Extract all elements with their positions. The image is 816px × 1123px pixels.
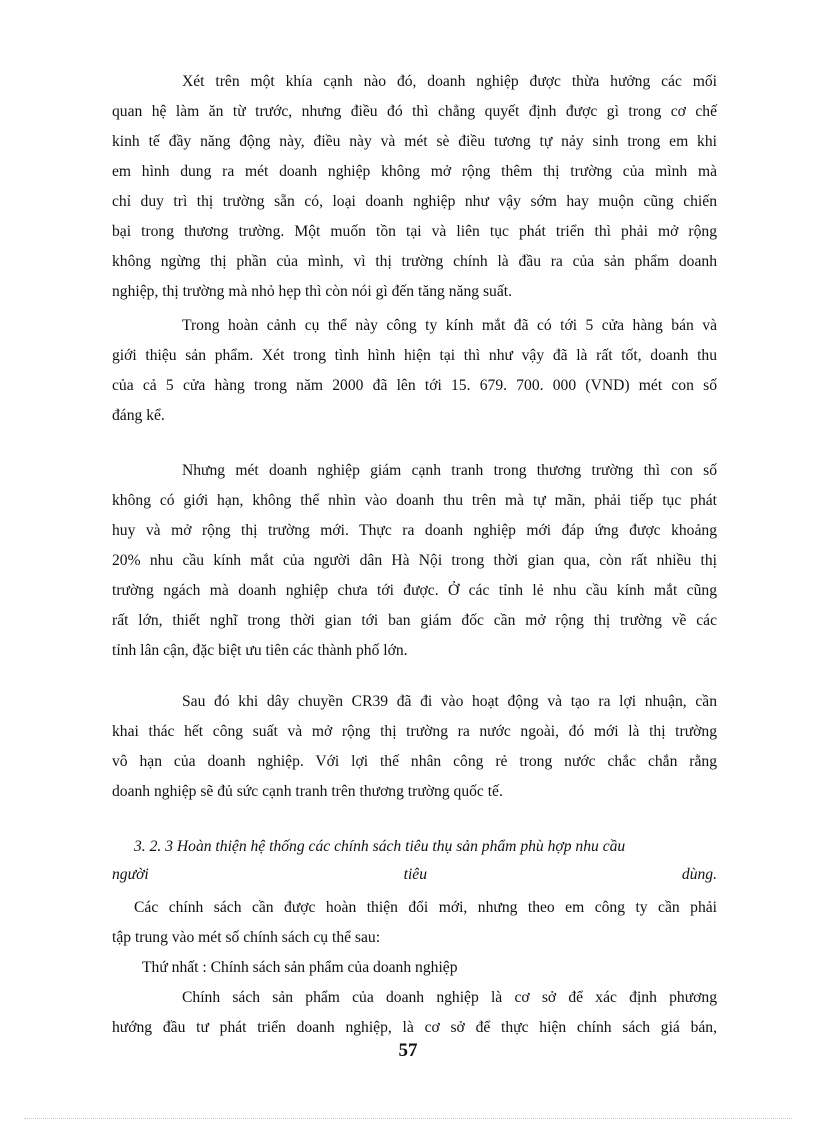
paragraph-line: em hình dung ra mét doanh nghiệp không mở rộng thêm thị trường của mình mà <box>112 163 717 180</box>
paragraph-line: của cả 5 cửa hàng trong năm 2000 đã lên tới 15. 679. 700. 000 (VND) mét con số <box>112 377 717 394</box>
paragraph-line: huy và mở rộng thị trường mới. Thực ra doanh nghiệp mới đáp ứng được khoảng <box>112 522 717 539</box>
page-number: 57 <box>398 1040 418 1061</box>
paragraph-line: 20% nhu cầu kính mắt của người dân Hà Nội trong thời gian qua, còn rất nhiều thị <box>112 552 717 569</box>
paragraph-line: Các chính sách cần được hoàn thiện đổi mới, nhưng theo em công ty cần phải <box>134 899 717 916</box>
paragraph-line: vô hạn của doanh nghiệp. Với lợi thế nhân công rẻ trong nước chắc chắn rằng <box>112 753 717 770</box>
paragraph-line: doanh nghiệp sẽ đủ sức cạnh tranh trên thương trường quốc tế. <box>112 783 503 800</box>
paragraph-2 <box>112 311 717 431</box>
paragraph-line: kinh tế đầy năng động này, điều này và mét sè điều tương tự nảy sinh trong em khi <box>112 133 717 150</box>
paragraph-line: rất lớn, thiết nghĩ trong thời gian tới ban giám đốc cần mở rộng thị trường về các <box>112 612 717 629</box>
paragraph-line: trường ngách mà doanh nghiệp chưa tới được. Ở các tỉnh lẻ nhu cầu kính mắt cũng <box>112 582 717 599</box>
paragraph-line: Chính sách sản phẩm của doanh nghiệp là cơ sở để xác định phương <box>182 989 717 1006</box>
paragraph-line: hướng đầu tư phát triển doanh nghiệp, là cơ sở để thực hiện chính sách giá bán, <box>112 1019 717 1036</box>
paragraph-line: giới thiệu sản phẩm. Xét trong tình hình hiện tại thì như vậy đã là rất tốt, doanh thu <box>112 347 717 364</box>
paragraph-line: chỉ duy trì thị trường sẵn có, loại doanh nghiệp như vậy sớm hay muộn cũng chiến <box>112 193 717 210</box>
paragraph-line: khai thác hết công suất và mở rộng thị trường ra nước ngoài, đó mới là thị trường <box>112 723 717 740</box>
paragraph-line: quan hệ làm ăn từ trước, nhưng điều đó thì chẳng quyết định được gì trong cơ chế <box>112 103 717 120</box>
section-body <box>112 893 717 1043</box>
paragraph-line: tập trung vào mét số chính sách cụ thể sau: <box>112 929 381 946</box>
paragraph-line: Trong hoàn cảnh cụ thể này công ty kính mắt đã có tới 5 cửa hàng bán và <box>182 317 717 334</box>
paragraph-line: không có giới hạn, không thể nhìn vào doanh thu trên mà tự mãn, phải tiếp tục phát <box>112 492 717 509</box>
paragraph-1 <box>112 67 717 307</box>
paragraph-line: bại trong thương trường. Một muốn tồn tại và liên tục phát triển thì phải mở rộng <box>112 223 717 240</box>
paragraph-line: Sau đó khi dây chuyền CR39 đã đi vào hoạt động và tạo ra lợi nhuận, cần <box>182 693 717 710</box>
footer-divider <box>24 1118 792 1119</box>
paragraph-line: không ngừng thị phần của mình, vì thị trường chính là đầu ra của sản phẩm doanh <box>112 253 717 270</box>
paragraph-line: Xét trên một khía cạnh nào đó, doanh nghiệp được thừa hưởng các mối <box>182 73 717 90</box>
section-heading <box>112 832 717 888</box>
section-heading-line: 3. 2. 3 Hoàn thiện hệ thống các chính sách tiêu thụ sản phẩm phù hợp nhu cầu <box>134 838 626 855</box>
paragraph-line: tỉnh lân cận, đặc biệt ưu tiên các thành phố lớn. <box>112 642 408 659</box>
subheading: Thứ nhất : Chính sách sản phẩm của doanh nghiệp <box>142 959 458 976</box>
paragraph-line: nghiệp, thị trường mà nhỏ hẹp thì còn nói gì đến tăng năng suất. <box>112 283 512 300</box>
paragraph-4 <box>112 687 717 807</box>
paragraph-3 <box>112 456 717 666</box>
section-heading-line: người tiêu dùng. <box>112 866 717 883</box>
paragraph-line: đáng kể. <box>112 407 165 424</box>
paragraph-line: Nhưng mét doanh nghiệp giám cạnh tranh trong thương trường thì con số <box>182 462 717 479</box>
